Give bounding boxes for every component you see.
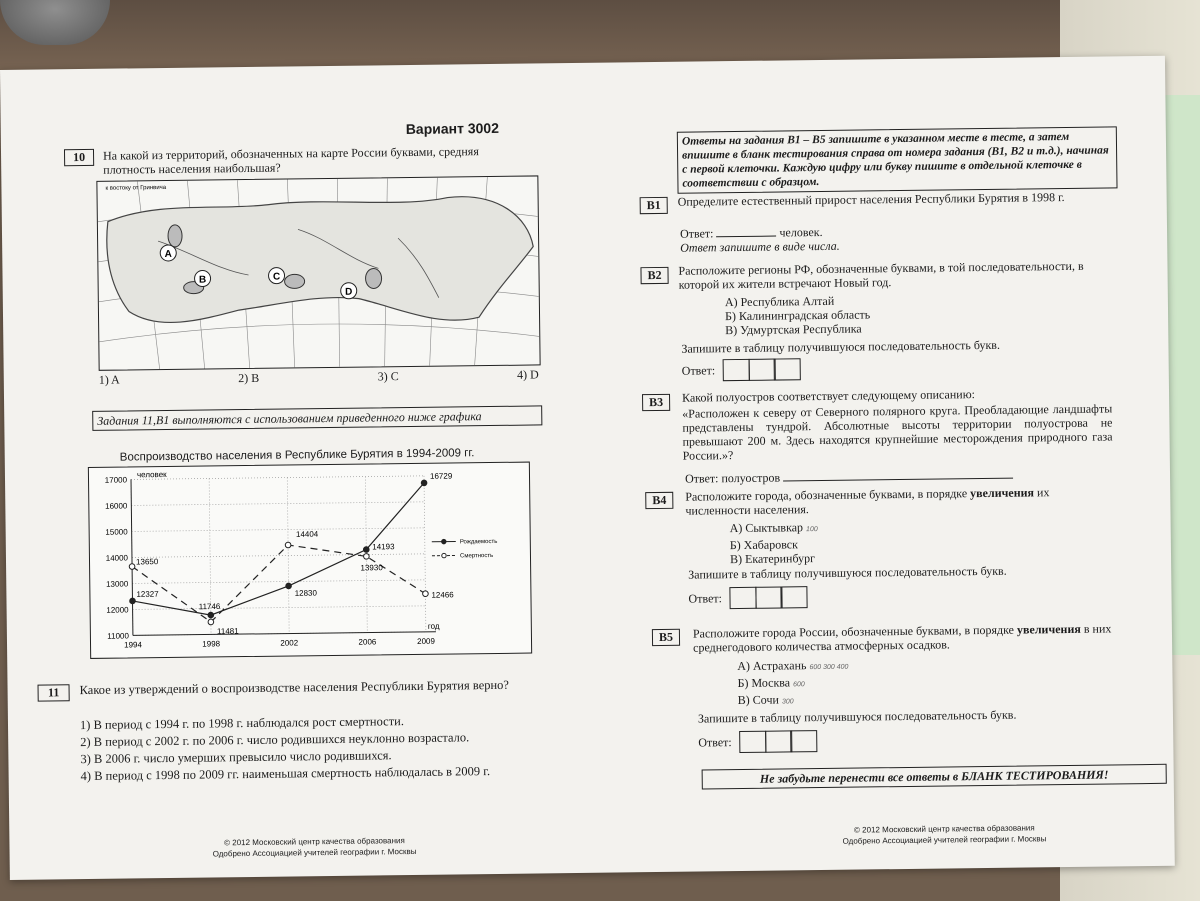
b1-answer-field[interactable] <box>717 236 777 238</box>
b5-text-before: Расположите городa России, обозначенные буквами, в порядке <box>692 622 1018 641</box>
right-footer <box>824 822 1064 847</box>
b5-answer-cell-1[interactable] <box>740 731 767 753</box>
b5-number: B5 <box>652 629 680 646</box>
x-tick-label: 1998 <box>202 639 221 649</box>
x-axis <box>133 632 436 636</box>
chart-instruction-box: Задания 11,B1 выполняются с использованием приведенного ниже графика <box>92 405 542 430</box>
b1-note: Ответ запишите в виде числа. <box>680 238 840 255</box>
b4-item-c: В) Екатеринбург <box>729 551 816 567</box>
b4-text-bold: увеличения <box>970 485 1035 501</box>
chart-svg <box>89 463 531 658</box>
mortality-point <box>423 591 429 597</box>
b5-instruction: Запишите в таблицу получившуюся последовательность букв. <box>697 707 1017 726</box>
left-footer-line-1: © 2012 Московский центр качества образования <box>224 836 405 848</box>
q11-option-2[interactable]: 2) В период с 2002 г. по 2006 г. число родившихся неуклонно возрастало. <box>80 730 470 750</box>
b1-answer-suffix: человек. <box>779 224 823 240</box>
x-axis-label: год <box>427 621 440 631</box>
b3-answer-line <box>685 466 1115 485</box>
b2-answer-cell-3[interactable] <box>774 358 801 380</box>
b5-answer-cell-3[interactable] <box>791 730 818 752</box>
b5-item-a <box>737 658 848 676</box>
q11-option-4[interactable]: 4) В период с 1998 по 2009 гг. наименьшая смертность наблюдалась в 2009 г. <box>80 764 491 784</box>
legend-label: Смертность <box>459 553 494 560</box>
mortality-value-label: 13930 <box>360 563 383 573</box>
mortality-point <box>285 542 291 548</box>
map-label-c: C <box>272 271 281 283</box>
y-tick-label: 14000 <box>105 553 129 563</box>
birth-rate-value-label: 14193 <box>372 542 395 552</box>
b4-item-a <box>730 520 818 538</box>
legend-label: Рождаемость <box>459 538 498 546</box>
b2-answer-cell-2[interactable] <box>749 359 776 381</box>
y-gridline <box>132 554 425 558</box>
mortality-point <box>208 619 214 625</box>
legend-marker <box>442 553 446 557</box>
b4-item-a-text: А) Сыктывкар <box>729 520 804 536</box>
chart-title: Воспроизводство населения в Республике Бурятия в 1994-2009 гг. <box>119 447 475 464</box>
b4-text-after: их численности населения. <box>685 485 1050 518</box>
b5-item-c <box>738 692 849 710</box>
x-tick-label: 1994 <box>124 640 142 650</box>
variant-title: Вариант 3002 <box>405 119 500 138</box>
y-tick-label: 15000 <box>105 527 128 537</box>
b4-instruction: Запишите в таблицу получившуюся последовательность букв. <box>688 563 1007 582</box>
q10-option-3[interactable]: 3) C <box>377 369 399 384</box>
y-tick-label: 12000 <box>106 605 129 615</box>
x-tick-label: 2006 <box>358 637 377 647</box>
b1-text: Определите естественный прирост населения Республики Бурятия в 1998 г. <box>677 190 1065 209</box>
b5-answer-row <box>698 730 816 753</box>
birth-rate-point <box>421 480 427 486</box>
question-11-options <box>80 711 561 785</box>
b4-answer-cell-1[interactable] <box>730 587 757 609</box>
y-gridline <box>132 580 425 584</box>
birth-rate-value-label: 12327 <box>136 589 159 599</box>
b2-answer-row <box>682 358 800 381</box>
y-tick-label: 16000 <box>105 501 128 511</box>
b1-answer-label: Ответ: <box>679 226 714 241</box>
b4-number: B4 <box>645 492 673 509</box>
b4-text <box>685 484 1115 517</box>
birth-rate-value-label: 12830 <box>294 588 317 598</box>
y-gridline <box>131 476 424 480</box>
b4-handwritten-note: 100 <box>805 526 818 534</box>
b5-answer-cells <box>740 730 817 753</box>
birth-rate-value-label: 11746 <box>198 601 221 612</box>
y-gridline <box>131 502 424 506</box>
mortality-value-label: 13650 <box>135 557 159 567</box>
y-axis-label: человек <box>136 469 167 480</box>
legend-marker <box>442 539 446 543</box>
b2-items <box>725 293 871 337</box>
y-tick-label: 13000 <box>105 579 129 589</box>
b5-item-b <box>737 675 848 693</box>
b4-items <box>730 520 819 566</box>
test-sheet <box>0 56 1175 880</box>
b2-text: Расположите регионы РФ, обозначенные буквами, в той последовательности, в которой их жители встречают Новый год. <box>678 258 1084 292</box>
y-tick-label: 17000 <box>104 475 128 485</box>
b4-answer-cells <box>730 586 807 609</box>
mortality-value-label: 11481 <box>216 626 239 636</box>
map-label-a: A <box>164 248 172 261</box>
b2-instruction: Запишите в таблицу получившуюся последовательность букв. <box>681 337 1001 356</box>
b3-answer-label: Ответ: полуостров <box>684 470 781 486</box>
q10-option-1[interactable]: 1) A <box>98 372 120 387</box>
x-tick-label: 2009 <box>417 636 435 646</box>
b5-text-after: в них среднегодового количества атмосферных осадков. <box>693 621 1112 655</box>
right-footer-line-1: © 2012 Московский центр качества образования <box>853 823 1035 835</box>
question-10-text: На какой из территорий, обозначенных на карте России буквами, средняя плотность населения наибольшая? <box>102 144 479 177</box>
b3-number: B3 <box>642 394 670 411</box>
b2-item-c: В) Удмуртская Республика <box>725 321 862 338</box>
b5-item-a-text: А) Астрахань <box>737 658 807 674</box>
b2-item-b: Б) Калининградская область <box>724 307 871 324</box>
b1-answer-line <box>680 221 1110 240</box>
birth-rate-point <box>286 583 292 589</box>
b2-answer-cells <box>723 358 800 381</box>
b4-answer-cell-2[interactable] <box>755 586 782 608</box>
y-gridline <box>132 528 425 532</box>
left-footer-line-2: Одобрено Ассоциацией учителей географии г. Москвы <box>212 846 417 859</box>
b5-item-c-text: В) Сочи <box>737 692 779 708</box>
russia-map <box>96 175 540 370</box>
b2-answer-label: Ответ: <box>681 363 716 378</box>
mortality-value-label: 14404 <box>295 529 319 539</box>
b4-answer-cell-3[interactable] <box>781 586 808 608</box>
b3-text: Какой полуостров соответствует следующему описанию: <box>681 387 976 405</box>
series-line-mortality <box>132 543 426 623</box>
left-footer <box>194 835 434 860</box>
q11-option-3[interactable]: 3) В 2006 г. число умерших превысило число родившихся. <box>80 748 392 767</box>
question-10-number: 10 <box>64 149 94 166</box>
b2-number: B2 <box>640 267 668 284</box>
q10-option-4[interactable]: 4) D <box>516 367 539 382</box>
map-label-b: B <box>198 274 207 286</box>
birth-rate-point <box>130 598 136 604</box>
mortality-point <box>129 564 135 570</box>
b3-answer-field[interactable] <box>783 478 1013 482</box>
mortality-value-label: 12466 <box>431 590 454 600</box>
birth-rate-point <box>363 547 369 553</box>
birth-rate-value-label: 16729 <box>429 471 453 481</box>
b5-items <box>737 658 849 710</box>
right-footer-line-2: Одобрено Ассоциацией учителей географии г. Москвы <box>842 834 1047 846</box>
map-top-label: к востоку от Гринвича <box>105 184 167 192</box>
b5-handwritten-note-a: 600 300 400 <box>809 663 849 672</box>
b5-answer-label: Ответ: <box>698 735 732 750</box>
b2-answer-cell-1[interactable] <box>723 359 750 381</box>
transfer-reminder-box: Не забудьте перенести все ответы в БЛАНК ТЕСТИРОВАНИЯ! <box>702 764 1167 790</box>
y-tick-label: 11000 <box>107 631 129 641</box>
b4-answer-label: Ответ: <box>688 591 723 606</box>
map-label-d: D <box>345 286 353 298</box>
b4-item-b: Б) Хабаровск <box>729 537 799 553</box>
b5-answer-cell-2[interactable] <box>765 730 792 752</box>
b5-text <box>693 621 1123 654</box>
birth-rate-point <box>208 612 214 618</box>
b1-number: B1 <box>640 197 668 214</box>
b5-text-bold: увеличения <box>1016 621 1081 637</box>
x-tick-label: 2002 <box>280 638 299 648</box>
b2-item-a: А) Республика Алтай <box>724 293 835 310</box>
b4-answer-row <box>688 586 806 609</box>
b5-handwritten-note-b: 600 <box>793 681 805 689</box>
q10-option-2[interactable]: 2) B <box>238 370 260 386</box>
x-gridline <box>424 476 426 632</box>
b4-text-before: Расположите города, обозначенные буквами, в порядке <box>685 486 971 504</box>
b5-handwritten-note-c: 300 <box>781 698 794 706</box>
mortality-point <box>364 554 370 560</box>
question-11-text: Какое из утверждений о воспроизводстве населения Республики Бурятия верно? <box>79 677 510 698</box>
b5-item-b-text: Б) Москва <box>737 675 791 691</box>
answers-instruction-box: Ответы на задания B1 – B5 запишите в указанном месте в тесте, а затем впишите в бланк тестирования справа от номера задания (B1, B2 и т.д.), начиная с первой клеточки. Каждую цифру или букву пишите в отдельной клеточке в соответствии с образцом. <box>677 126 1118 193</box>
population-chart <box>88 462 532 659</box>
b3-quote: «Расположен к северу от Северного полярного круга. Преобладающие ландшафты представлены тундрой. Абсолютные высоты территории полуострова не превышают 200 м. Здесь находятся крупнейшие месторождения природного газа России.»? <box>682 401 1113 463</box>
question-11-number: 11 <box>38 684 70 701</box>
q11-option-1[interactable]: 1) В период с 1994 г. по 1998 г. наблюдался рост смертности. <box>79 714 405 733</box>
